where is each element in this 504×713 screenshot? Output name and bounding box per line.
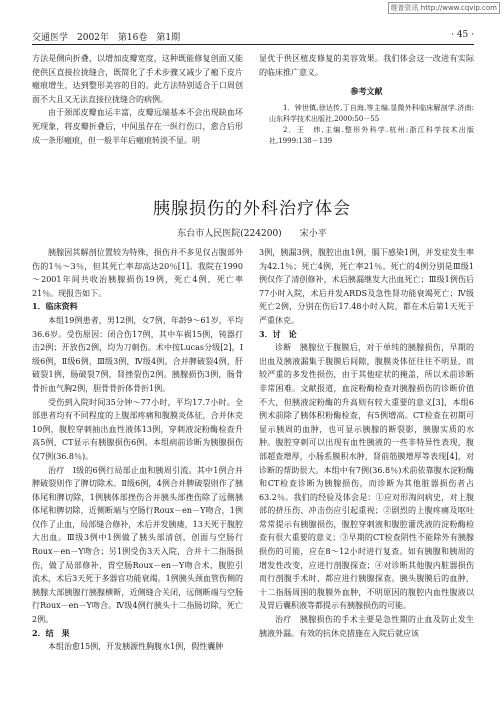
body-para: 3例，胰漏3例，腹腔出血1例，膈下感染1例，并发症发生率为42.1％；死亡4例，死亡率21％。死亡的4例分别是Ⅲ级1例仅作了清创修补，术后胰漏继发大出血死亡；Ⅲ级1例伤后77小时入院，术后并发ARDS及急性肾功能衰竭死亡；Ⅳ级死亡2例，分别在伤后17.48小时入院，都在术后第1天死于严重休克。 bbox=[259, 248, 474, 325]
top-right-column bbox=[259, 52, 474, 147]
article-title: 胰腺损伤的外科治疗体会 bbox=[153, 199, 351, 219]
section-heading: 2．结 果 bbox=[32, 627, 70, 638]
top-left-para-1: 方法是侧向折叠，以增加皮瓣宽度，这种既能修复创面又能使供区直接拉拢缝合，既简化了手术步骤又减少了瘢下皮片瘢痕增生，达到整形美容的目的。此方法特别适合于口周创面不大且又无法直接拉拢缝合的病例。 bbox=[32, 54, 243, 104]
body-right-column bbox=[259, 246, 474, 640]
body-para: 受伤到入院时间35分钟～77小时，平均17.7小时。全部患者均有不同程度的上腹部疼痛和腹膜炎体征，合并休克10例，腹腔穿刺抽出血性液体13例，穿刺液淀粉酶检查升高5例，CT显示有胰腺损伤6例。本组病前诊断为胰腺损伤仅7例(36.8％)。 bbox=[32, 397, 243, 461]
body-para: 本组治愈15例，开发胰源性胸腹水1例，假性囊肿 bbox=[48, 642, 224, 652]
top-right-para: 显优于供区植皮修复的美容效果。我们体会这一改进有实际的临床推广意义。 bbox=[259, 54, 474, 77]
watermark: 维普资讯 http://www.cqvip.com bbox=[388, 2, 500, 14]
references-heading: 参考文献 bbox=[350, 86, 383, 97]
top-left-para-2: 由于颈部皮瓣血运丰富，皮瓣远端基本不会出现缺血坏死现象，将皮瓣折叠后，中间虽存在一纵行伤口，愈合后形成一条形瘢痕，但一般半年后瘢痕转淡不显。明 bbox=[32, 108, 243, 145]
body-para: 诊断 胰腺位于腹膜后，对于单纯的胰腺损伤，早期的出血及胰液漏集于腹膜后间隙，腹膜炎体征往往不明显，而较严重的多发性损伤，由于其他症状的掩盖，所以术前诊断非常困难。文献报道，血淀粉酶检查对胰腺损伤的诊断价值不大，但胰液淀粉酶的升高则有较大重要的意义[3]，本组6例术前除了胰体积粉酶检查，有5例增高。CT检查在初期可显示胰周的血肿，也可显示胰腺的断裂影，胰腺实质的水肿。腹腔穿刺可以出现有血性胰液的一些非特异性表现，腹部超查增厚，小肠系膜积水肿，肾前筋膜增厚等表现[4]，对诊断的帮助很大。本组中有7例(36.8％)术前依靠腹水淀粉酶和CT检查诊断为胰腺损伤，而诊断为其他脏器损伤者占63.2％。我们的经验及体会是：①应对形淘问病史，对上腹部的挤压伤、冲击伤应引起重视；②剧烈的上腹疼痛及呕吐常常提示有胰腺损伤，腹腔穿刺液和腹腔灌洗液的淀粉酶检查有很大重要的意义；③早期的CT检查阴性不能除外有胰腺损伤的可能，应在8～12小时进行复查。如有胰腺和胰周的增发性改变，应进行剖腹探查；④对诊断其他腹内脏器损伤而行剖腹手术时，都应进行胰腺探查。胰头腹膜后的血肿，十二指肠周围的腹膜外血肿，不明原因的腹腔内血性腹液以及胃后囊积液等都提示有胰腺损伤的可能。 bbox=[259, 343, 474, 611]
body-para: 胰腺因其解剖位置较为特殊，损伤并不多见仅占腹部外伤的1％～3％，但其死亡率却高达20％[1]。我院在1990～2001年间共收治胰腺损伤19例，死亡4例，死亡率21％。现报告如下。 bbox=[32, 248, 243, 298]
running-header bbox=[32, 30, 474, 45]
body-para: 治疗 Ⅰ级的6例行局部止血和胰周引流。其中1例合并脾破裂则作了脾切除术。Ⅱ级6例，4例合并脾破裂则作了胰体尾和脾切除，1例胰体部挫伤合并胰头部挫伤除了远侧胰体尾和脾切除，近侧断端与空肠行Roux－en－Y吻合，1例仅作了止血，局部缝合修补，术后并发胰瘘，13天死于腹腔大出血。Ⅲ级3例中1例做了胰头部清创，创面与空肠行Roux－en－Y吻合；另1例受伤3天入院，合并十二指肠损伤，做了局部修补，胃空肠Roux－en－Y吻合术，腹腔引流术，术后3天死于多器官功能衰竭。1例胰头颈血管伤侧的胰腺大部胰腺行胰腺横断，近侧缝合关闭，远侧断端与空肠行Roux－en－Y吻合。Ⅳ级4例行胰头十二指肠切除，死亡2例。 bbox=[32, 465, 243, 625]
top-left-column bbox=[32, 52, 243, 147]
article-author: 东台市人民医院(224200) 宋小平 bbox=[177, 229, 327, 239]
header-page-number: · 45 · bbox=[451, 30, 474, 40]
reference-item: 2．王 炜,主编.整形外科学.杭州:浙江科学技术出版社,1999:138－139 bbox=[269, 125, 474, 145]
body-para: 本组19例患者，男12例，女7例，年龄9～61岁，平均36.6岁。受伤原因：闭合伤17例，其中车祸15例，钝器打击2例；开放伤2例，均为刀刺伤。术中按Lucas分级[2]，Ⅰ级6例，Ⅱ级6例，Ⅲ级3例，Ⅳ级4例。合并脾破裂4例，肝破裂1例，肠破裂7例，肾挫裂伤2例。胰腺损伤3例，肠骨骨折血气胸2例，胆骨骨折体骨折1例。 bbox=[32, 315, 243, 393]
body-left-column bbox=[32, 246, 243, 654]
header-journal: 交通医学 2002年 第16卷 第1期 bbox=[32, 33, 181, 43]
section-heading: 1．临床资料 bbox=[32, 301, 78, 312]
body-para: 治疗 胰腺损伤的手术主要是急性期的止血及防止发生胰液外漏。有效的抗休克措施在入院后就应该 bbox=[259, 615, 474, 638]
reference-item: 1．钟世镇,徐达传,丁自海,等主编.显微外科临床解剖学.济南:山东科学技术出版社,2000:50－55 bbox=[269, 103, 474, 123]
section-heading: 3．讨 论 bbox=[259, 328, 297, 339]
